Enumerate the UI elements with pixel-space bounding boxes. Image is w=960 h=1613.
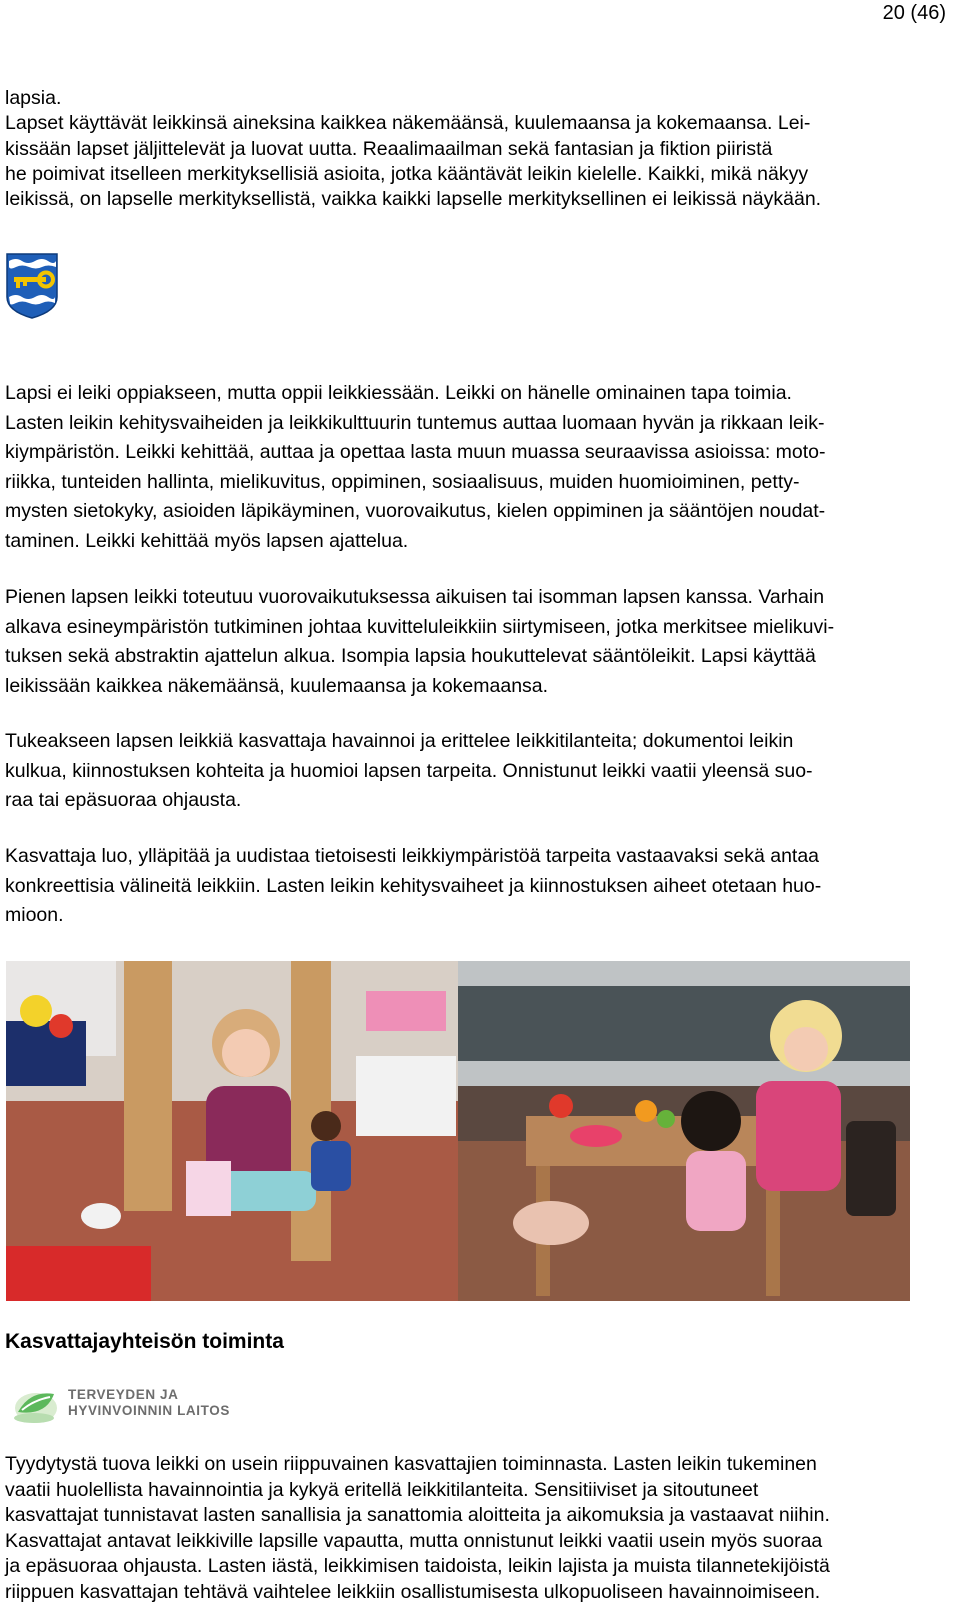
logo-text: TERVEYDEN JA HYVINVOINNIN LAITOS bbox=[68, 1387, 230, 1418]
thl-logo bbox=[10, 1382, 250, 1428]
paragraph-small-child: Pienen lapsen leikki toteutuu vuorovaikutuksessa aikuisen tai isomman lapsen kanssa. Varhain alkava esineympäristön tutkiminen johtaa kuvitteluleikkiin siirtymiseen, jotka merkitsee mielikuvi- tuksen sekä abstraktin ajattelun alkua. Isompia lapsia houkuttelevat sääntöleikit. Lapsi käyttää leikissään kaikkea näkemäänsä, kuulemaansa ja kokemaansa. bbox=[5, 586, 835, 697]
page-number: 20 (46) bbox=[882, 2, 946, 24]
paragraph-play-environment: Kasvattaja luo, ylläpitää ja uudistaa tietoisesti leikkiympäristöä tarpeita vastaavaksi sekä antaa konkreettisia välineitä leikkiin. Lasten leikin kehitysvaiheet ja kiinnostuksen aiheet otetaan huo- mioon. bbox=[5, 845, 822, 926]
coat-of-arms-icon bbox=[6, 253, 58, 319]
leaf-globe-icon bbox=[10, 1382, 60, 1428]
section-heading: Kasvattajayhteisön toiminta bbox=[5, 1330, 284, 1353]
paragraph-community: Tyydytystä tuova leikki on usein riippuvainen kasvattajien toiminnasta. Lasten leikin tukeminen vaatii huolellista havainnointia ja kykyä eritellä leikkitilanteita. Sensitiiviset ja sitoutuneet kasvattajat tunnistavat lasten sanallisia ja sanattomia aloitteita ja aikomuksia ja vastaavat niihin. Kasvattajat antavat leikkiville lapsille vapautta, mutta onnistunut leikki vaatii usein myös suoraa ja epäsuoraa ohjausta. Lasten iästä, leikkimisen taidoista, leikin lajista ja muista tilannetekijöistä riippuen kasvattajan tehtävä vaihtelee leikkiin osallistumisesta ulkopuoliseen havainnoimiseen. bbox=[5, 1453, 830, 1603]
children-playing-photos bbox=[6, 961, 910, 1301]
photo-girl-at-table bbox=[458, 961, 910, 1301]
paragraph-learning: Lapsi ei leiki oppiakseen, mutta oppii leikkiessään. Leikki on hänelle ominainen tapa toimia. Lasten leikin kehitysvaiheiden ja leikkikulttuurin tuntemus auttaa luomaan hyvän ja rikkaan leik- kiympäristön. Leikki kehittää, auttaa ja opettaa lasta muun muassa seuraavissa asioissa: moto- riikka, tunteiden hallinta, mielikuvitus, oppiminen, sosiaalisuus, muiden huomioiminen, petty- mysten sietokyky, asioiden läpikäyminen, vuorovaikutus, kielen oppiminen ja sääntöjen noudat- taminen. Leikki kehittää myös lapsen ajattelua. bbox=[5, 382, 826, 552]
paragraph-supporting-play: Tukeakseen lapsen leikkiä kasvattaja havainnoi ja erittelee leikkitilanteita; dokumentoi leikin kulkua, kiinnostuksen kohteita ja huomioi lapsen tarpeita. Onnistunut leikki vaatii yleensä suo- raa tai epäsuoraa ohjausta. bbox=[5, 730, 813, 811]
photo-girl-with-doll bbox=[6, 961, 458, 1301]
paragraph-intro: lapsia. Lapset käyttävät leikkinsä aineksina kaikkea näkemäänsä, kuulemaansa ja kokemaansa. Lei- kissään lapset jäljittelevät ja luovat uutta. Reaalimaailman sekä fantasian ja fiktion piiristä he poimivat itselleen merkityksellisiä asioita, jotka kääntävät leikin kielelle. Kaikki, mikä näkyy leikissä, on lapselle merkityksellistä, vaikka kaikki lapselle merkityksellinen ei leikissä näykään. bbox=[5, 87, 822, 211]
